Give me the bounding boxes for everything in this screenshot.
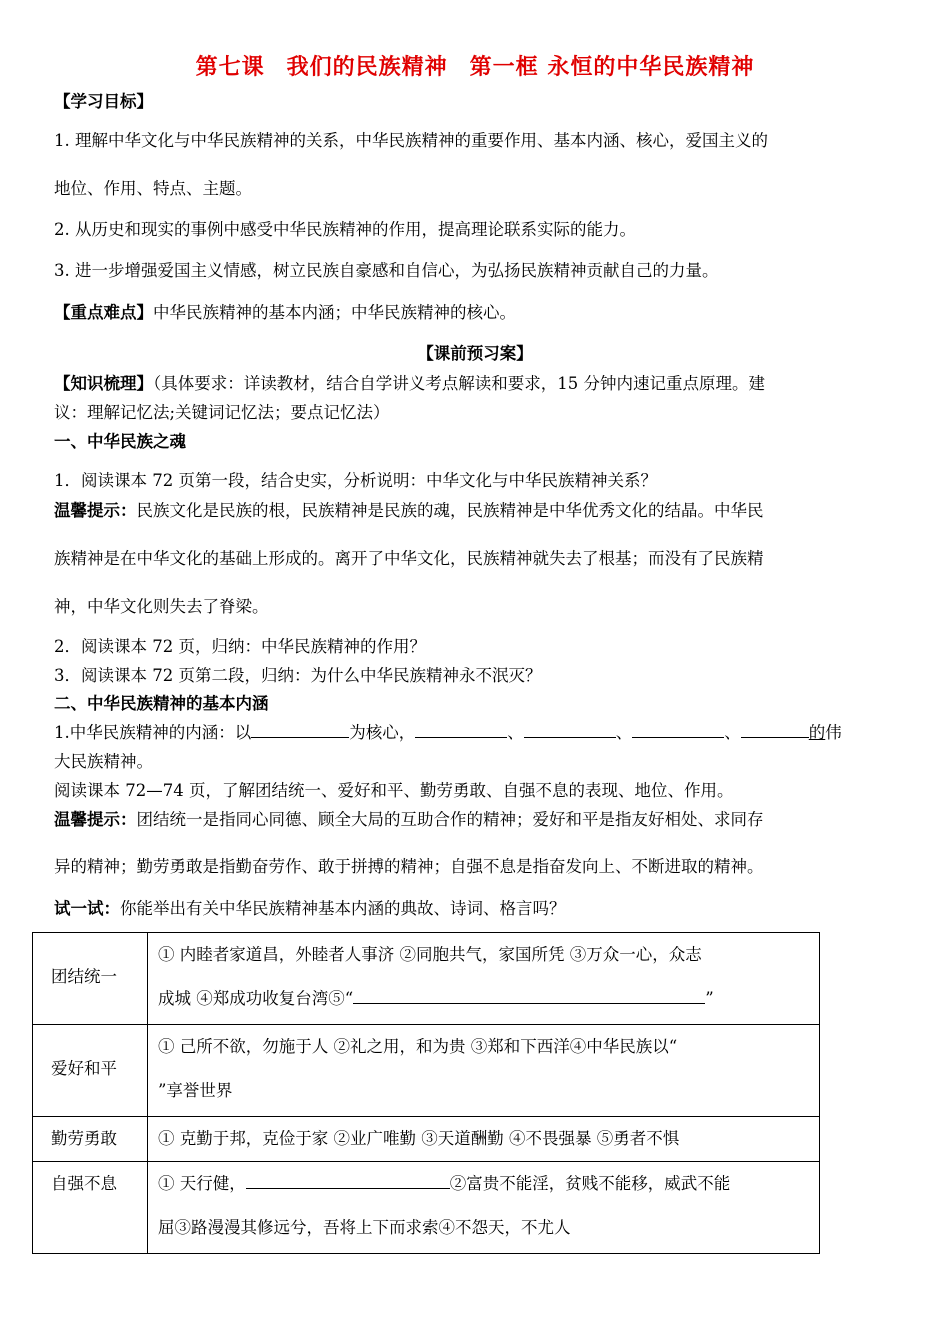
row-content-line-2: 屈③路漫漫其修远兮，吾将上下而求索④不怨天，不尤人 xyxy=(158,1218,571,1237)
knowledge-line-2: 议：理解记忆法;关键词记忆法；要点记忆法） xyxy=(54,403,390,422)
blank-self-strengthening[interactable] xyxy=(246,1172,450,1189)
section-1-question-2: 2．阅读课本 72 页，归纳：中华民族精神的作用？ xyxy=(54,637,426,656)
blank-4[interactable] xyxy=(741,721,809,738)
title-lesson-name: 我们的民族精神 xyxy=(286,55,448,80)
section-2-read: 阅读课本 72—74 页，了解团结统一、爱好和平、勤劳勇敢、自强不息的表现、地位、作用。 xyxy=(54,781,734,800)
tip-label: 温馨提示： xyxy=(54,501,137,520)
table-row-content xyxy=(148,933,820,1025)
content-suffix-underlined: 的 xyxy=(808,723,826,742)
tip-label: 温馨提示： xyxy=(54,810,137,829)
blank-unity-idiom[interactable] xyxy=(353,987,705,1004)
section-1-tip-line-3: 神，中华文化则失去了脊梁。 xyxy=(54,597,269,616)
row-content-line-2: ”享誉世界 xyxy=(158,1081,233,1100)
section-1-tip-line-2: 族精神是在中华文化的基础上形成的。离开了中华文化，民族精神就失去了根基；而没有了民族精 xyxy=(54,549,764,568)
table-row xyxy=(33,1162,820,1254)
section-1-question-1: 1．阅读课本 72 页第一段，结合史实，分析说明：中华文化与中华民族精神关系？ xyxy=(54,471,657,490)
row-label-text: 勤劳勇敢 xyxy=(51,1129,117,1148)
section-1-heading: 一、中华民族之魂 xyxy=(54,432,186,451)
table-row-content xyxy=(148,1025,820,1117)
row-content-line-2 xyxy=(158,977,809,1021)
knowledge-line-1 xyxy=(54,370,765,394)
section-1-tip-line-1 xyxy=(54,497,764,521)
content-prefix: 1.中华民族精神的内涵：以 xyxy=(54,723,252,742)
table-row xyxy=(33,933,820,1025)
knowledge-label: 【知识梳理】 xyxy=(54,374,153,393)
objective-1-line-2: 地位、作用、特点、主题。 xyxy=(54,179,252,198)
objective-2: 2. 从历史和现实的事例中感受中华民族精神的作用，提高理论联系实际的能力。 xyxy=(54,220,636,239)
table-row-label xyxy=(33,1162,148,1254)
separator: 、 xyxy=(507,723,524,742)
tip-text-1: 民族文化是民族的根，民族精神是民族的魂，民族精神是中华优秀文化的结晶。中华民 xyxy=(136,501,764,520)
row-content-suffix: ” xyxy=(705,989,714,1008)
try-label: 试一试： xyxy=(54,899,120,918)
section-2-content-line-1 xyxy=(54,719,842,743)
key-points-label: 【重点难点】 xyxy=(54,303,153,322)
blank-1[interactable] xyxy=(415,721,507,738)
objective-1-line-1: 1. 理解中华文化与中华民族精神的关系，中华民族精神的重要作用、基本内涵、核心，爱国主义的 xyxy=(54,131,768,150)
blank-3[interactable] xyxy=(632,721,724,738)
try-it xyxy=(54,895,566,919)
row-content-line-1: ① 内睦者家道昌，外睦者人事济 ②同胞共气，家国所凭 ③万众一心，众志 xyxy=(158,945,702,964)
try-text: 你能举出有关中华民族精神基本内涵的典故、诗词、格言吗？ xyxy=(120,899,566,918)
tip-text-1: 团结统一是指同心同德、顾全大局的互助合作的精神；爱好和平是指友好相处、求同存 xyxy=(136,810,764,829)
knowledge-text-1: （具体要求：详读教材，结合自学讲义考点解读和要求，15 分钟内速记重点原理。建 xyxy=(153,374,765,393)
objectives-heading: 【学习目标】 xyxy=(54,92,153,111)
table-row-content xyxy=(148,1117,820,1162)
section-2-tip-line-1 xyxy=(54,806,764,830)
row-content-prefix: 成城 ④郑成功收复台湾⑤“ xyxy=(158,989,354,1008)
table-row xyxy=(33,1025,820,1117)
row-content-line-1: ① 己所不欲，勿施于人 ②礼之用，和为贵 ③郑和下西洋④中华民族以“ xyxy=(158,1037,678,1056)
row-content-prefix: ① 天行健， xyxy=(158,1174,246,1193)
row-label-text: 自强不息 xyxy=(51,1174,117,1193)
spirit-examples-table xyxy=(32,932,820,1254)
key-points xyxy=(54,299,516,323)
section-2-tip-line-2: 异的精神；勤劳勇敢是指勤奋劳作、敢于拼搏的精神；自强不息是指奋发向上、不断进取的精神。 xyxy=(54,857,764,876)
key-points-text: 中华民族精神的基本内涵；中华民族精神的核心。 xyxy=(153,303,516,322)
row-content-suffix: ②富贵不能淫，贫贱不能移，威武不能 xyxy=(449,1174,731,1193)
table-row-label xyxy=(33,1025,148,1117)
table-row-label xyxy=(33,1117,148,1162)
content-core: 为核心， xyxy=(349,723,416,742)
separator: 、 xyxy=(615,723,633,742)
row-content-line-1 xyxy=(158,1162,809,1206)
title-lesson: 第七课 xyxy=(195,55,265,80)
section-1-question-3: 3．阅读课本 72 页第二段，归纳：为什么中华民族精神永不泯灭？ xyxy=(54,666,542,685)
title-section: 第一框 永恒的中华民族精神 xyxy=(469,55,755,80)
table-row-label xyxy=(33,933,148,1025)
objective-3: 3. 进一步增强爱国主义情感，树立民族自豪感和自信心，为弘扬民族精神贡献自己的力量。 xyxy=(54,261,719,280)
section-2-heading: 二、中华民族精神的基本内涵 xyxy=(54,694,269,713)
separator: 、 xyxy=(724,723,741,742)
row-content-line-1: ① 克勤于邦，克俭于家 ②业广唯勤 ③天道酬勤 ④不畏强暴 ⑤勇者不惧 xyxy=(158,1129,680,1148)
table-row-content xyxy=(148,1162,820,1254)
content-suffix: 伟 xyxy=(825,723,842,742)
table-row xyxy=(33,1117,820,1162)
page-title xyxy=(0,50,950,81)
blank-2[interactable] xyxy=(524,721,616,738)
row-label-text: 爱好和平 xyxy=(51,1059,117,1078)
preview-heading: 【课前预习案】 xyxy=(417,344,533,363)
section-2-content-line-2: 大民族精神。 xyxy=(54,752,153,771)
blank-core[interactable] xyxy=(251,721,349,738)
row-label-text: 团结统一 xyxy=(51,967,117,986)
